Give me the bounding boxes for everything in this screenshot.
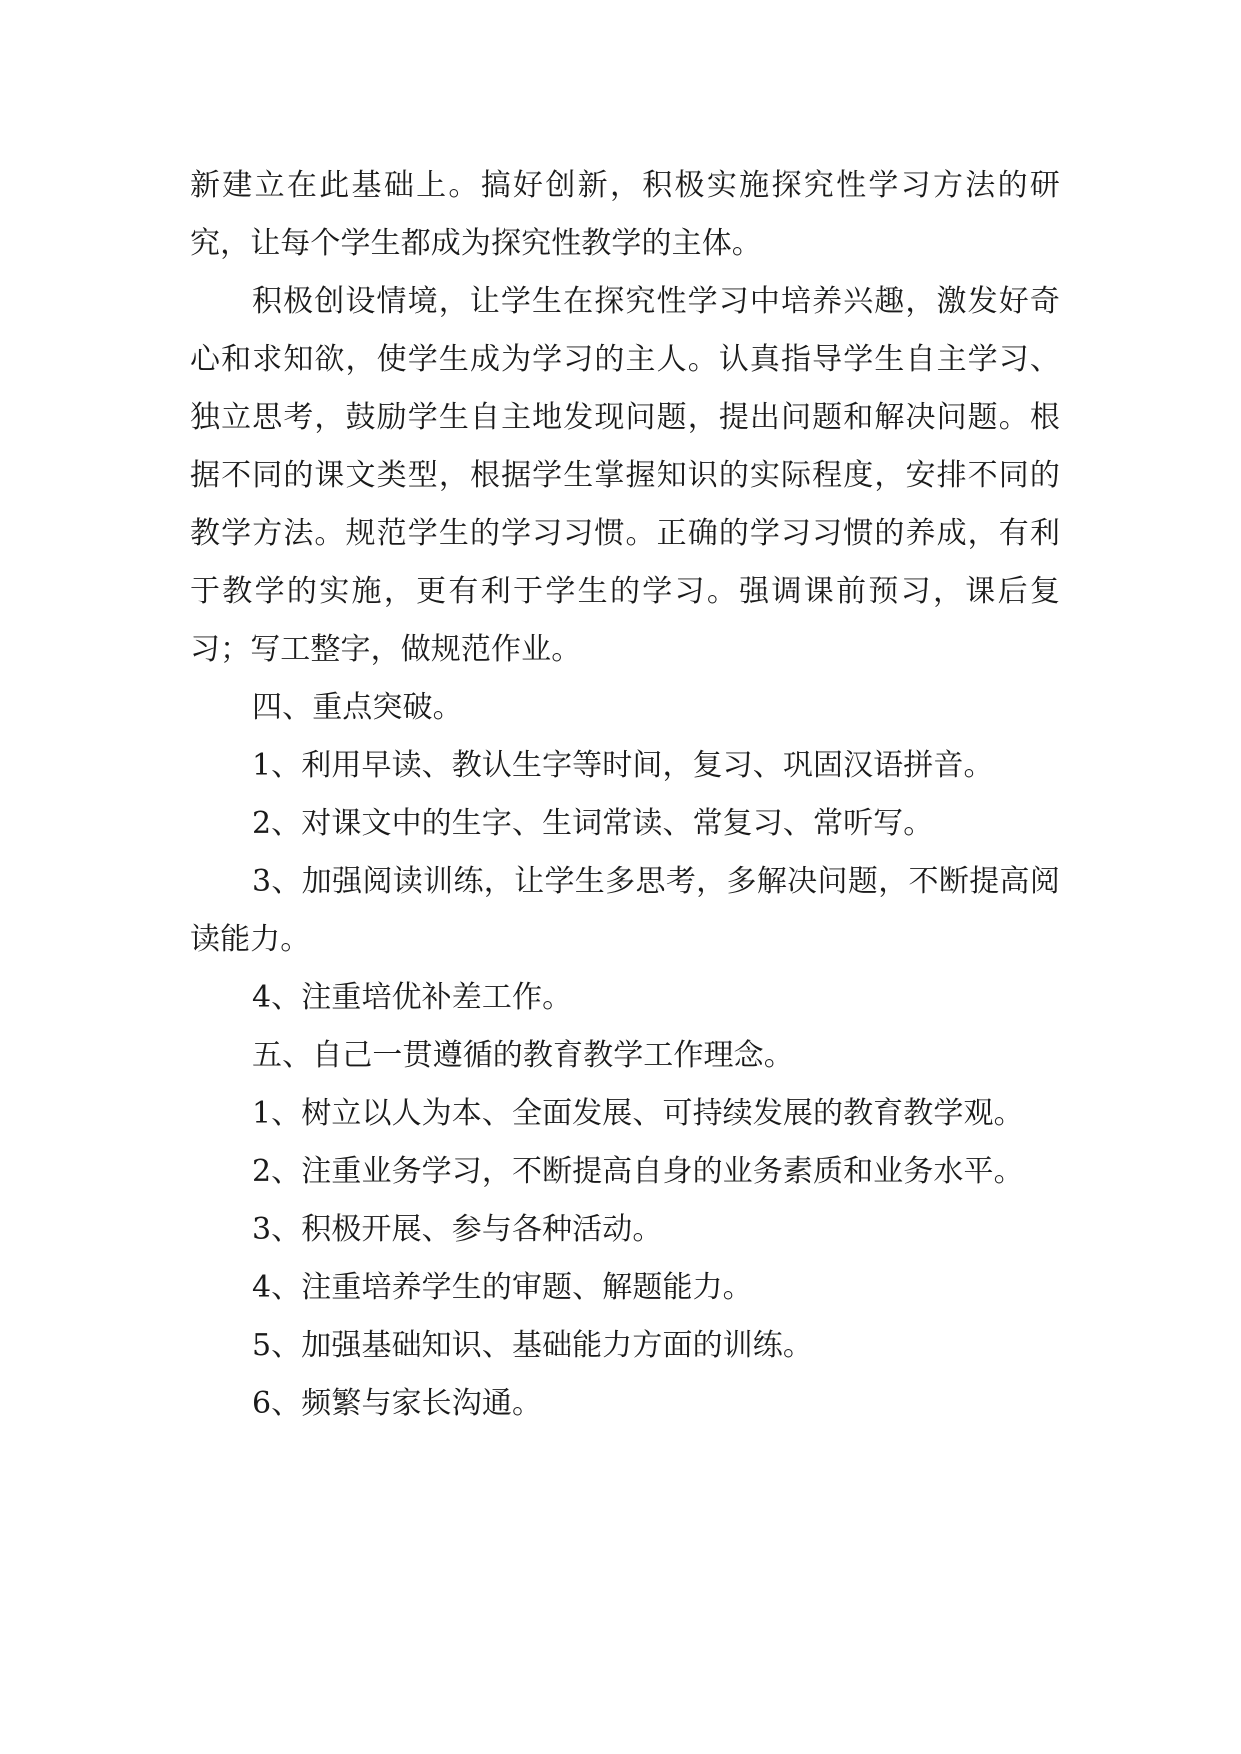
section-heading-key-breakthroughs: 四、重点突破。 [252,690,463,725]
list-item: 2、对课文中的生字、生词常读、常复习、常听写。 [252,806,934,841]
list-item: 2、注重业务学习，不断提高自身的业务素质和业务水平。 [252,1154,1024,1189]
list-item: 6、频繁与家长沟通。 [252,1386,543,1421]
paragraph-continuation: 新建立在此基础上。搞好创新，积极实施探究性学习方法的研究，让每个学生都成为探究性教学的主体。 [190,168,1060,261]
list-item: 3、加强阅读训练，让学生多思考，多解决问题，不断提高阅读能力。 [190,864,1060,957]
list-item: 4、注重培养学生的审题、解题能力。 [252,1270,753,1305]
list-item: 5、加强基础知识、基础能力方面的训练。 [252,1328,813,1363]
list-item: 1、利用早读、教认生字等时间，复习、巩固汉语拼音。 [252,748,994,783]
document-body [190,157,1060,1433]
list-item: 4、注重培优补差工作。 [252,980,573,1015]
list-item: 1、树立以人为本、全面发展、可持续发展的教育教学观。 [252,1096,1024,1131]
section-heading-teaching-philosophy: 五、自己一贯遵循的教育教学工作理念。 [252,1038,794,1073]
list-item: 3、积极开展、参与各种活动。 [252,1212,663,1247]
paragraph-inquiry-learning: 积极创设情境，让学生在探究性学习中培养兴趣，激发好奇心和求知欲，使学生成为学习的主人。认真指导学生自主学习、独立思考，鼓励学生自主地发现问题，提出问题和解决问题。根据不同的课文类型，根据学生掌握知识的实际程度，安排不同的教学方法。规范学生的学习习惯。正确的学习习惯的养成，有利于教学的实施，更有利于学生的学习。强调课前预习，课后复习；写工整字，做规范作业。 [190,284,1060,667]
